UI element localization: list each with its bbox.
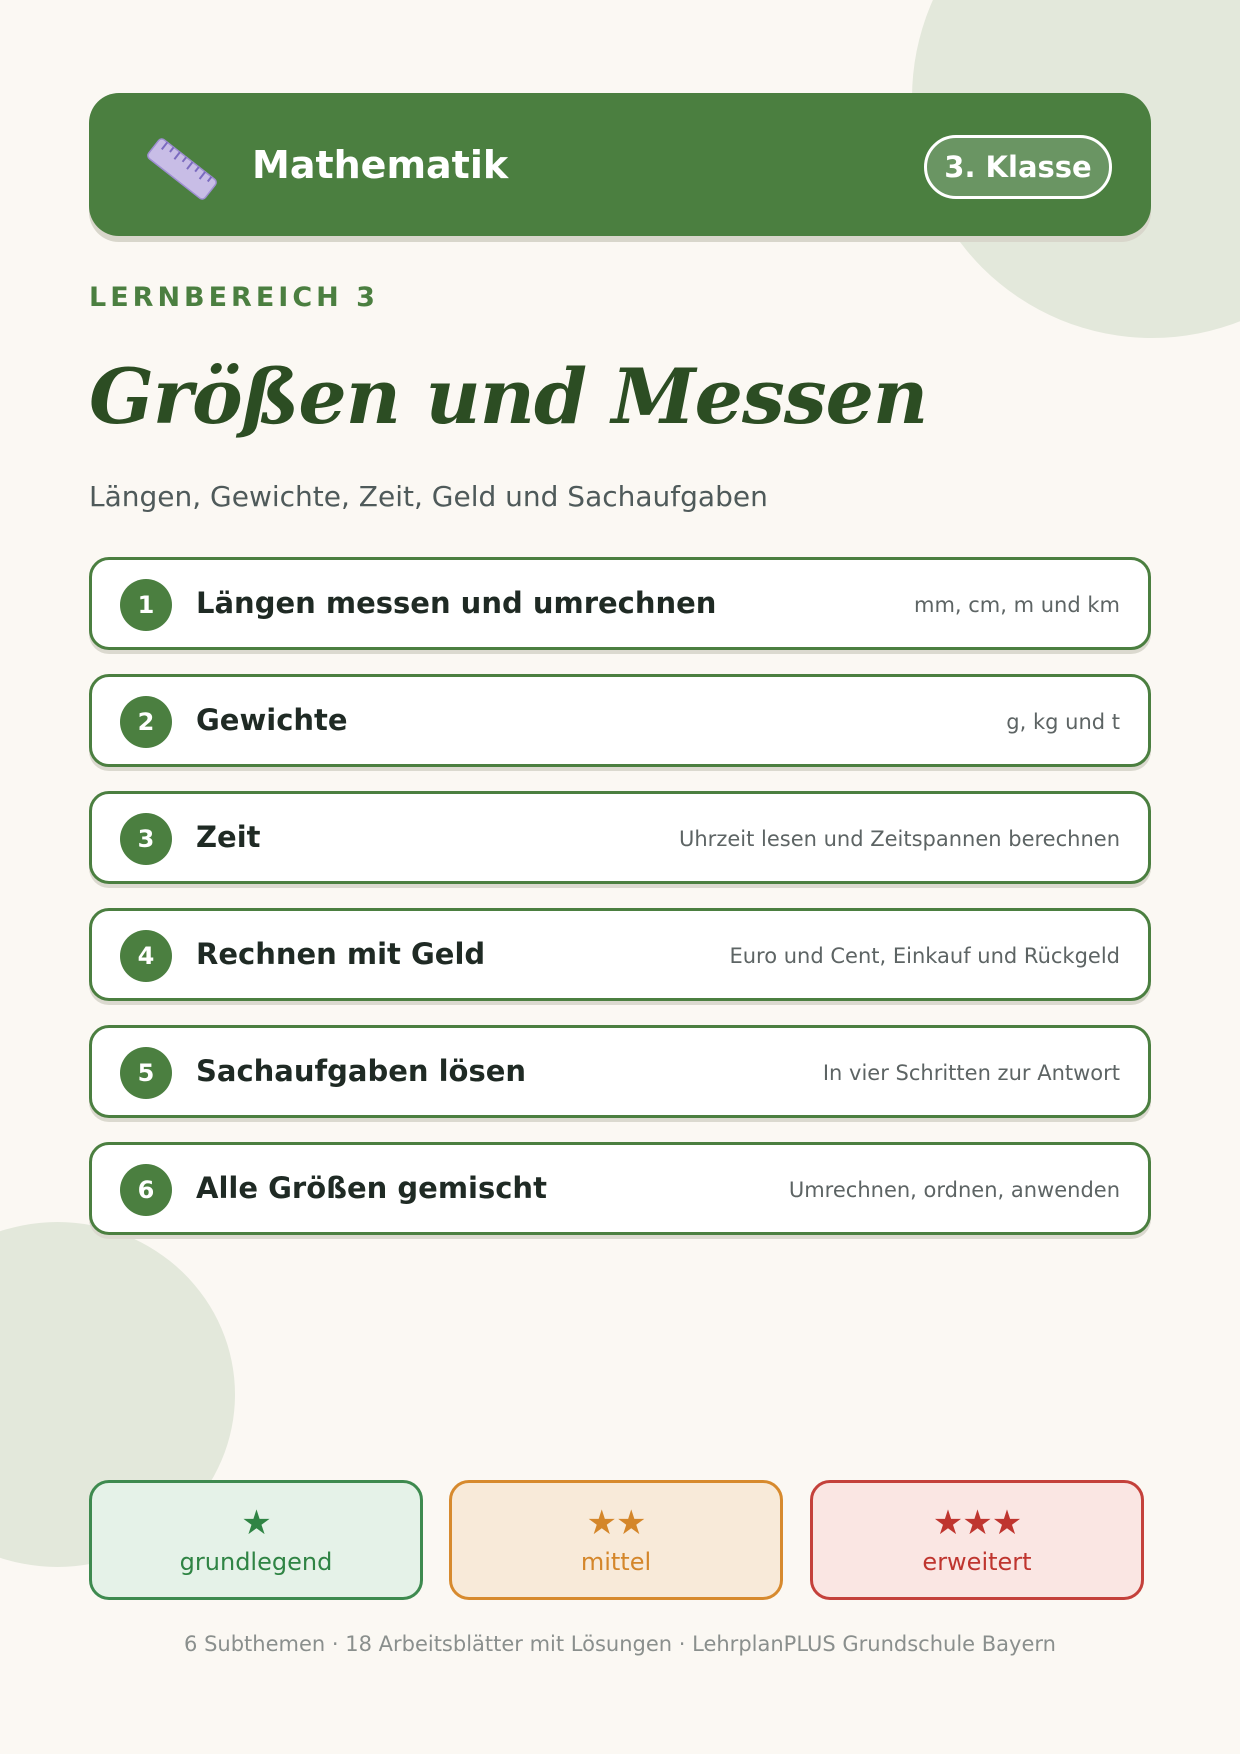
star-icon: ★ (241, 1503, 271, 1543)
level-label: grundlegend (179, 1548, 333, 1576)
topic-item[interactable] (89, 908, 1151, 1001)
level-label: erweitert (922, 1548, 1032, 1576)
topic-name: Längen messen und umrechnen (196, 586, 717, 620)
topic-item[interactable] (89, 674, 1151, 767)
topic-number-badge: 1 (120, 579, 172, 631)
grade-badge: 3. Klasse (924, 135, 1112, 199)
topic-item[interactable] (89, 1025, 1151, 1118)
topic-item[interactable] (89, 557, 1151, 650)
topic-description: Umrechnen, ordnen, anwenden (788, 1178, 1120, 1202)
footer-note: 6 Subthemen · 18 Arbeitsblätter mit Lösungen · LehrplanPLUS Grundschule Bayern (184, 1632, 1056, 1656)
topic-description: mm, cm, m und km (914, 593, 1120, 617)
topic-name: Rechnen mit Geld (196, 937, 486, 971)
star-icon: ★★★ (932, 1503, 1022, 1543)
topic-name: Sachaufgaben lösen (196, 1054, 527, 1088)
topic-name: Alle Größen gemischt (196, 1171, 547, 1205)
topic-number-badge: 4 (120, 930, 172, 982)
star-icon: ★★ (586, 1503, 646, 1543)
page-title: Größen und Messen (89, 352, 928, 441)
difficulty-legend (89, 1480, 1151, 1604)
topic-item[interactable] (89, 1142, 1151, 1235)
level-advanced (810, 1480, 1144, 1600)
topic-number-badge: 3 (120, 813, 172, 865)
page-subtitle: Längen, Gewichte, Zeit, Geld und Sachaufgaben (89, 480, 768, 513)
topic-description: Uhrzeit lesen und Zeitspannen berechnen (679, 827, 1120, 851)
ruler-icon (146, 135, 218, 203)
topic-list (89, 557, 1151, 1259)
topic-description: In vier Schritten zur Antwort (822, 1061, 1120, 1085)
topic-name: Zeit (196, 820, 261, 854)
topic-description: g, kg und t (1006, 710, 1120, 734)
level-medium (449, 1480, 783, 1600)
topic-description: Euro und Cent, Einkauf und Rückgeld (729, 944, 1120, 968)
topic-number-badge: 2 (120, 696, 172, 748)
topic-number-badge: 6 (120, 1164, 172, 1216)
topic-name: Gewichte (196, 703, 348, 737)
topic-number-badge: 5 (120, 1047, 172, 1099)
level-basic (89, 1480, 423, 1600)
subject-title: Mathematik (252, 143, 509, 187)
topic-item[interactable] (89, 791, 1151, 884)
level-label: mittel (580, 1548, 652, 1576)
section-label: LERNBEREICH 3 (89, 282, 379, 313)
